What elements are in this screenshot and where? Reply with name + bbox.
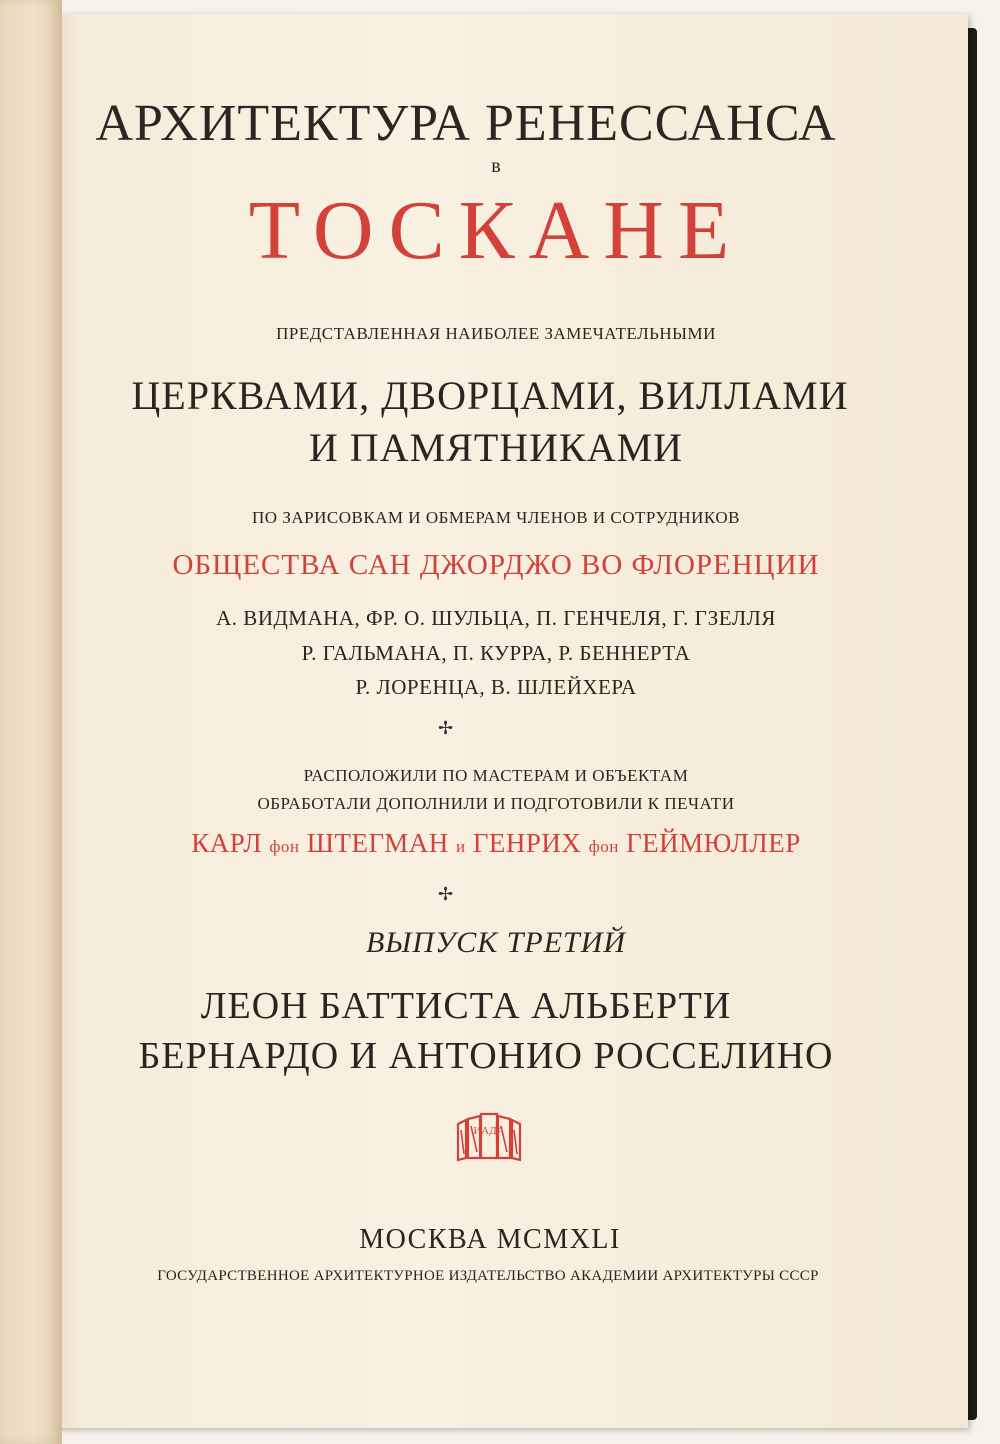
editor-1-last-name: ШТЕГМАН bbox=[306, 828, 449, 858]
editors-line-2: ОБРАБОТАЛИ ДОПОЛНИЛИ И ПОДГОТОВИЛИ К ПЕЧАТИ bbox=[257, 794, 735, 813]
editor-2-particle: фон bbox=[588, 837, 619, 856]
editors-conjunction: и bbox=[455, 837, 466, 856]
sources-members-1: А. ВИДМАНА, ФР. О. ШУЛЬЦА, П. ГЕНЧЕЛЯ, Г. ГЗЕЛЛЯ bbox=[216, 606, 776, 630]
editor-2-last-name: ГЕЙМЮЛЛЕР bbox=[626, 828, 801, 858]
sources-members-2: Р. ГАЛЬМАНА, П. КУРРА, Р. БЕННЕРТА bbox=[301, 641, 691, 665]
publisher-logo-text: ИАДА bbox=[473, 1125, 505, 1137]
issue-line-1: ЛЕОН БАТТИСТА АЛЬБЕРТИ bbox=[200, 985, 732, 1027]
sources-members-3: Р. ЛОРЕНЦА, В. ШЛЕЙХЕРА bbox=[355, 675, 637, 699]
title-preposition: в bbox=[491, 155, 501, 177]
ornament-2: ✢ bbox=[438, 884, 454, 904]
editor-2-first-name: ГЕНРИХ bbox=[472, 828, 582, 858]
title-place: ТОСКАНЕ bbox=[248, 184, 744, 277]
editors-names bbox=[46, 828, 946, 859]
imprint-publisher: ГОСУДАРСТВЕННОЕ АРХИТЕКТУРНОЕ ИЗДАТЕЛЬСТВО АКАДЕМИИ АРХИТЕКТУРЫ СССР bbox=[157, 1268, 819, 1284]
previous-page-edge bbox=[0, 0, 62, 1444]
imprint-city-year: МОСКВА MCMXLI bbox=[359, 1224, 621, 1255]
subtitle-objects-line-1: ЦЕРКВАМИ, ДВОРЦАМИ, ВИЛЛАМИ bbox=[131, 373, 849, 418]
subtitle-objects-line-2: И ПАМЯТНИКАМИ bbox=[308, 425, 684, 470]
editor-1-particle: фон bbox=[269, 837, 300, 856]
title-line-1: АРХИТЕКТУРА РЕНЕССАНСА bbox=[95, 95, 837, 152]
title-page bbox=[46, 14, 968, 1428]
issue-label: ВЫПУСК ТРЕТИЙ bbox=[365, 926, 627, 959]
sources-society: ОБЩЕСТВА САН ДЖОРДЖО ВО ФЛОРЕНЦИИ bbox=[172, 549, 820, 581]
editor-1-first-name: КАРЛ bbox=[191, 828, 263, 858]
ornament-1: ✢ bbox=[438, 718, 454, 738]
issue-line-2: БЕРНАРДО И АНТОНИО РОССЕЛИНО bbox=[138, 1035, 834, 1077]
editors-line-1: РАСПОЛОЖИЛИ ПО МАСТЕРАМ И ОБЪЕКТАМ bbox=[303, 766, 689, 785]
publisher-logo bbox=[454, 1112, 524, 1164]
subtitle-intro: ПРЕДСТАВЛЕННАЯ НАИБОЛЕЕ ЗАМЕЧАТЕЛЬНЫМИ bbox=[276, 324, 716, 343]
sources-intro: ПО ЗАРИСОВКАМ И ОБМЕРАМ ЧЛЕНОВ И СОТРУДНИКОВ bbox=[252, 508, 740, 527]
